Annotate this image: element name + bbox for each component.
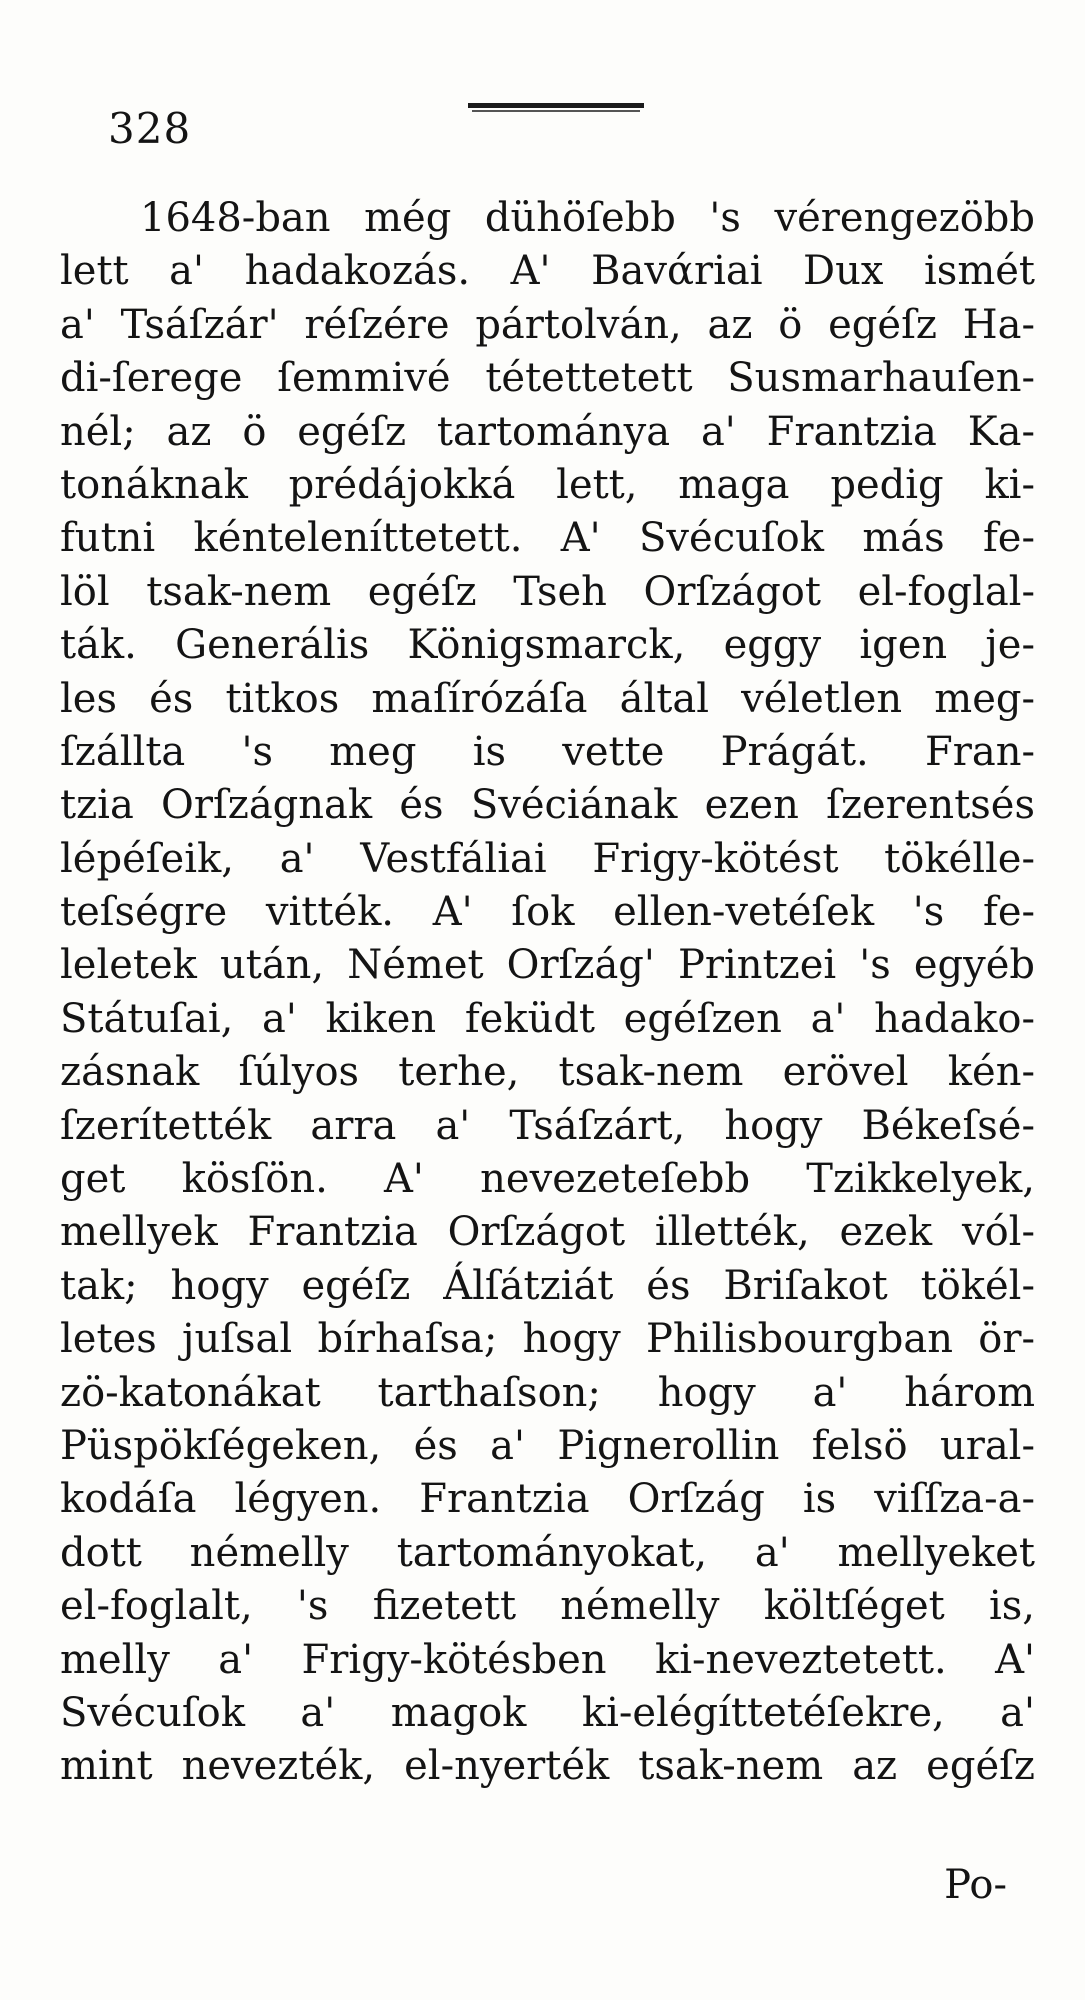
text-line: kodáſa légyen. Frantzia Orſzág is viſſza-a- xyxy=(60,1476,1035,1523)
text-line: letes juſsal bírhaſsa; hogy Philisbourgban ör- xyxy=(60,1316,1035,1363)
text-line: lett a' hadakozás. A' Bavάriai Dux ismét xyxy=(60,248,1035,295)
text-line: Svécuſok a' magok ki-elégíttetéſekre, a' xyxy=(60,1689,1035,1736)
text-line: get kösſön. A' nevezeteſebb Tzikkelyek, xyxy=(60,1156,1035,1203)
text-line: nél; az ö egéſz tartománya a' Frantzia Ka- xyxy=(60,408,1035,455)
text-line: melly a' Frigy-kötésben ki-neveztetett. A' xyxy=(60,1636,1035,1683)
text-line: zásnak ſúlyos terhe, tsak-nem erövel kén- xyxy=(60,1049,1035,1096)
text-line: dott némelly tartományokat, a' mellyeket xyxy=(60,1529,1035,1576)
text-line: ſzerítették arra a' Tsáſzárt, hogy Békeſsé- xyxy=(60,1102,1035,1149)
text-line: tzia Orſzágnak és Svéciának ezen ſzerentsés xyxy=(60,782,1035,829)
catchword: Po- xyxy=(944,1862,1007,1908)
text-line: ták. Generális Königsmarck, eggy igen je- xyxy=(60,622,1035,669)
text-line: lépéſeik, a' Vestfáliai Frigy-kötést tökélle- xyxy=(60,835,1035,882)
header-rule-thick xyxy=(468,103,644,108)
text-line: a' Tsáſzár' réſzére pártolván, az ö egéſz Ha- xyxy=(60,301,1035,348)
text-line: zö-katonákat tarthaſson; hogy a' három xyxy=(60,1369,1035,1416)
text-line: leletek után, Német Orſzág' Printzei 's egyéb xyxy=(60,942,1035,989)
text-line: di-ſerege ſemmivé tétettetett Susmarhauſen- xyxy=(60,355,1035,402)
header-rule-thin xyxy=(472,110,640,112)
text-line: Püspökſégeken, és a' Pignerollin felsö ural- xyxy=(60,1422,1035,1469)
text-line: löl tsak-nem egéſz Tseh Orſzágot el-foglal- xyxy=(60,568,1035,615)
page-number: 328 xyxy=(108,104,192,153)
body-text xyxy=(60,192,1035,1794)
text-line: 1648-ban még dühöſebb 's vérengezöbb xyxy=(140,195,1035,241)
text-line: Státuſai, a' kiken feküdt egéſzen a' hadako- xyxy=(60,995,1035,1042)
text-line: el-foglalt, 's fizetett némelly költſéget is, xyxy=(60,1583,1035,1630)
text-line: tonáknak prédájokká lett, maga pedig ki- xyxy=(60,461,1035,508)
text-line: tak; hogy egéſz Álſátziát és Briſakot tökél- xyxy=(60,1262,1035,1309)
text-line: les és titkos maſírózáſa által véletlen meg- xyxy=(60,675,1035,722)
text-line: futni kénteleníttetett. A' Svécuſok más fe- xyxy=(60,515,1035,562)
header-rule xyxy=(468,103,644,113)
text-line: mint nevezték, el-nyerték tsak-nem az egéſz xyxy=(60,1743,1035,1790)
text-line: mellyek Frantzia Orſzágot illették, ezek vól- xyxy=(60,1209,1035,1256)
text-line: ſzállta 's meg is vette Prágát. Fran- xyxy=(60,728,1035,775)
text-line: teſségre vitték. A' ſok ellen-vetéſek 's fe- xyxy=(60,889,1035,936)
